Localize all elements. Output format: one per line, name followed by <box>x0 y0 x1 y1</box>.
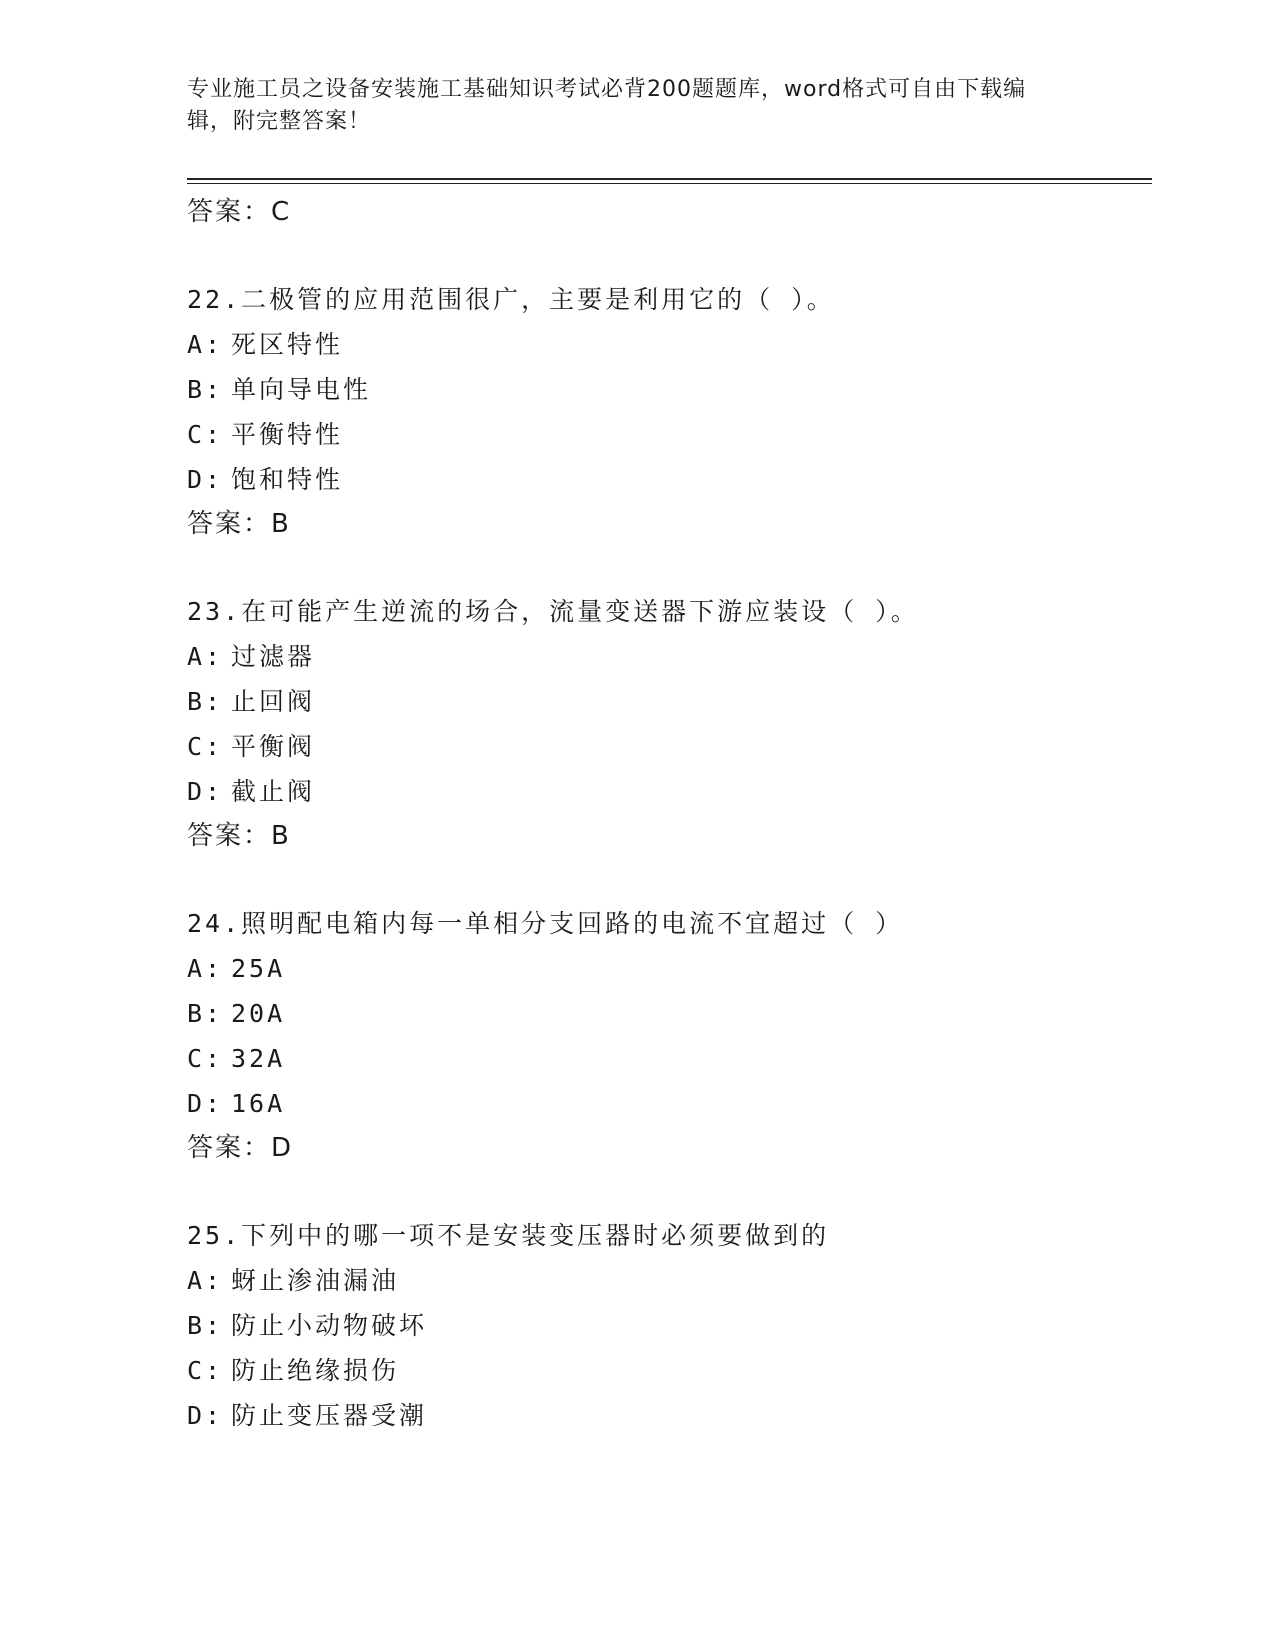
option-key: C: <box>187 420 224 449</box>
option-a <box>187 634 1152 679</box>
option-key: C: <box>187 1044 224 1073</box>
option-text: 防止绝缘损伤 <box>231 1356 400 1385</box>
option-b <box>187 1303 1152 1348</box>
question-stem: 24.照明配电箱内每一单相分支回路的电流不宜超过（ ） <box>187 909 904 938</box>
answer-line: 答案：D <box>187 1133 294 1163</box>
option-key: C: <box>187 732 224 761</box>
option-key: B: <box>187 999 224 1028</box>
option-text: 饱和特性 <box>231 465 344 494</box>
header-title: 专业施工员之设备安装施工基础知识考试必背200题题库，word格式可自由下载编辑，附完整答案！ <box>187 77 1027 134</box>
question-stem: 23.在可能产生逆流的场合，流量变送器下游应装设（ ）。 <box>187 597 919 626</box>
header-divider-thin <box>187 183 1152 184</box>
option-text: 过滤器 <box>231 642 316 671</box>
option-b <box>187 367 1152 412</box>
option-text: 32A <box>231 1044 286 1073</box>
option-text: 平衡阀 <box>231 732 316 761</box>
option-a <box>187 322 1152 367</box>
question-item <box>187 1213 1152 1438</box>
option-text: 平衡特性 <box>231 420 344 449</box>
option-text: 蚜止渗油漏油 <box>231 1266 400 1295</box>
option-c <box>187 1348 1152 1393</box>
question-stem: 22.二极管的应用范围很广，主要是利用它的（ ）。 <box>187 285 835 314</box>
option-key: D: <box>187 777 224 806</box>
option-key: D: <box>187 465 224 494</box>
option-a <box>187 1258 1152 1303</box>
option-key: B: <box>187 687 224 716</box>
option-text: 20A <box>231 999 286 1028</box>
option-key: D: <box>187 1089 224 1118</box>
option-c <box>187 412 1152 457</box>
option-key: A: <box>187 642 224 671</box>
option-d <box>187 1393 1152 1438</box>
header-divider-thick <box>187 178 1152 180</box>
option-text: 止回阀 <box>231 687 316 716</box>
option-text: 25A <box>231 954 286 983</box>
option-c <box>187 1036 1152 1081</box>
option-text: 防止变压器受潮 <box>231 1401 428 1430</box>
option-key: D: <box>187 1401 224 1430</box>
option-key: B: <box>187 1311 224 1340</box>
answer-line: 答案：B <box>187 821 291 851</box>
answer-line: 答案：C <box>187 197 292 227</box>
option-d <box>187 769 1152 814</box>
option-text: 防止小动物破坏 <box>231 1311 428 1340</box>
option-d <box>187 457 1152 502</box>
question-stem: 25.下列中的哪一项不是安装变压器时必须要做到的 <box>187 1221 830 1250</box>
option-d <box>187 1081 1152 1126</box>
question-item <box>187 277 1152 547</box>
answer-line: 答案：B <box>187 509 291 539</box>
option-c <box>187 724 1152 769</box>
document-header <box>187 74 1067 138</box>
option-text: 截止阀 <box>231 777 316 806</box>
option-key: A: <box>187 1266 224 1295</box>
option-text: 单向导电性 <box>231 375 372 404</box>
question-item <box>187 589 1152 859</box>
option-key: C: <box>187 1356 224 1385</box>
option-key: A: <box>187 954 224 983</box>
option-key: B: <box>187 375 224 404</box>
option-a <box>187 946 1152 991</box>
option-b <box>187 679 1152 724</box>
question-item <box>187 901 1152 1171</box>
option-b <box>187 991 1152 1036</box>
option-key: A: <box>187 330 224 359</box>
question-list <box>187 190 1152 1438</box>
option-text: 死区特性 <box>231 330 344 359</box>
option-text: 16A <box>231 1089 286 1118</box>
